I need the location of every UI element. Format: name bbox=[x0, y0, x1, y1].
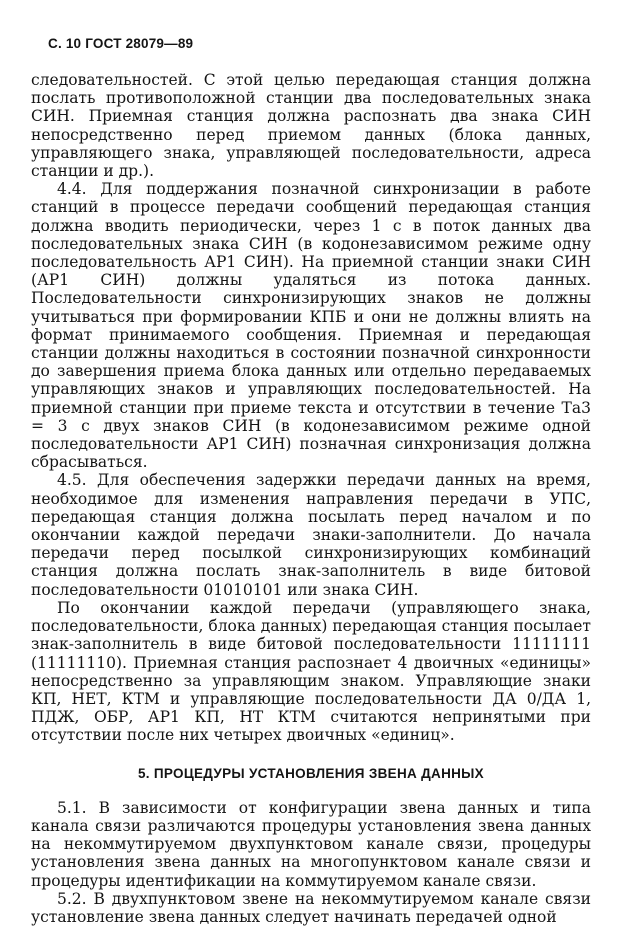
document-body bbox=[31, 71, 591, 926]
paragraph-4-5-cont: По окончании каждой передачи (управляющего знака, последовательности, блока данных) передающая станция посылает знак-заполнитель в виде битовой последовательности 11111111 (11111110). Приемная станция распознает 4 двоичных «единицы» непосредственно за управляющим знаком. Управляющие знаки КП, НЕТ, КТМ и управляющие последовательности ДА 0/ДА 1, ПДЖ, ОБР, АР1 КП, НТ КТМ считаются непринятыми при отсутствии после них четырех двоичных «единиц». bbox=[31, 598, 591, 745]
paragraph-4-4: 4.4. Для поддержания позначной синхронизации в работе станций в процессе передачи сообщений передающая станция должна вводить периодически, через 1 с в поток данных два последовательных знака СИН (в кодонезависимом режиме одну последовательность АР1 СИН). На приемной станции знаки СИН (АР1 СИН) должны удаляться из потока данных. Последовательности синхронизирующих знаков не должны учитываться при формировании КПБ и они не должны влиять на формат принимаемого сообщения. Приемная и передающая станции должны находиться в состоянии позначной синхронности до завершения приема блока данных или отдельно передаваемых управляющих знаков и управляющих последовательностей. На приемной станции при приеме текста и отсутствии в течение Та3 = 3 с двух знаков СИН (в кодонезависимом режиме одной последовательности АР1 СИН) позначная синхронизация должна сбрасываться. bbox=[31, 180, 591, 472]
paragraph-4-5: 4.5. Для обеспечения задержки передачи данных на время, необходимое для изменения направления передачи в УПС, передающая станция должна посылать перед началом и по окончании каждой передачи знаки-заполнители. До начала передачи перед посылкой синхронизирующих комбинаций станция должна послать знак-заполнитель в виде битовой последовательности 01010101 или знака СИН. bbox=[31, 471, 591, 599]
paragraph-5-2: 5.2. В двухпунктовом звене на некоммутируемом канале связи установление звена данных следует начинать передачей одной bbox=[31, 889, 591, 926]
section-title: 5. ПРОЦЕДУРЫ УСТАНОВЛЕНИЯ ЗВЕНА ДАННЫХ bbox=[137, 765, 484, 781]
page-header: С. 10 ГОСТ 28079—89 bbox=[48, 36, 194, 51]
paragraph-continuation: следовательностей. С этой целью передающая станция должна послать противоположной станции два последовательных знака СИН. Приемная станция должна распознать два знака СИН непосредственно перед приемом данных (блока данных, управляющего знака, управляющей последовательности, адреса станции и др.). bbox=[31, 71, 591, 181]
paragraph-5-1: 5.1. В зависимости от конфигурации звена данных и типа канала связи различаются процедуры установления звена данных на некоммутируемом двухпунктовом канале связи, процедуры установления звена данных на многопунктовом канале связи и процедуры идентификации на коммутируемом канале связи. bbox=[31, 798, 591, 890]
